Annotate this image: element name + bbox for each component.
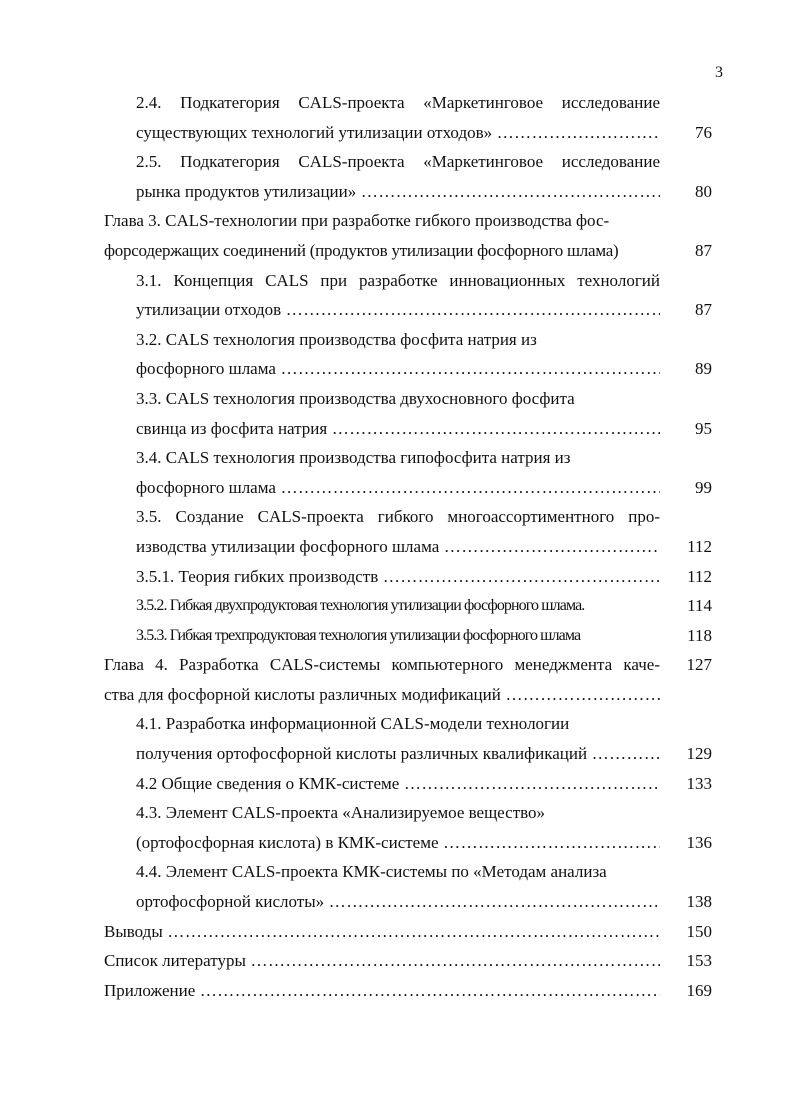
toc-entry-2-4 bbox=[104, 88, 712, 118]
toc-line: Выводы ………………………………………………………………………………………………………………………………………………… bbox=[104, 917, 660, 947]
toc-entry-3-2-cont bbox=[104, 354, 712, 384]
toc-entry-3-5-1 bbox=[104, 562, 712, 592]
toc-entry-3-5-cont bbox=[104, 532, 712, 562]
toc-entry-2-5-cont bbox=[104, 177, 712, 207]
toc-chapter-4 bbox=[104, 650, 712, 680]
toc-line: 3.5. Создание CALS-проекта гибкого многоассортиментного про- bbox=[136, 507, 660, 527]
toc-page-number: 127 bbox=[686, 655, 712, 675]
toc-entry-3-3 bbox=[104, 384, 712, 414]
toc-appendix bbox=[104, 976, 712, 1006]
toc-line: форсодержащих соединений (продуктов утилизации фосфорного шлама) bbox=[104, 240, 619, 260]
toc-line: свинца из фосфита натрия ………………………………………………………………………………………………………………………………………………… bbox=[136, 414, 660, 444]
toc-line: Глава 4. Разработка CALS-системы компьютерного менеджмента каче- bbox=[104, 655, 660, 675]
toc-page-number: 87 bbox=[695, 300, 712, 320]
toc-line: утилизации отходов ………………………………………………………………………………………………………………………………………………… bbox=[136, 295, 660, 325]
toc-chapter-4-cont bbox=[104, 680, 712, 710]
table-of-contents bbox=[104, 88, 712, 1005]
toc-page-number: 114 bbox=[687, 596, 712, 616]
toc-line: 4.4. Элемент CALS-проекта КМК-системы по «Методам анализа bbox=[136, 862, 607, 882]
toc-line: 3.5.1. Теория гибких производств ………………………………………………………………………………………………………………………………………………… bbox=[136, 562, 660, 592]
toc-line: 3.5.3. Гибкая трехпродуктовая технология утилизации фосфорного шлама bbox=[136, 626, 581, 644]
toc-page-number: 133 bbox=[686, 773, 712, 793]
toc-page-number: 138 bbox=[686, 892, 712, 912]
toc-entry-4-3-cont bbox=[104, 828, 712, 858]
toc-entry-3-4 bbox=[104, 443, 712, 473]
toc-line: (ортофосфорная кислота) в КМК-системе ………………………………………………………………………………………………………………………………………………… bbox=[136, 828, 660, 858]
toc-page-number: 150 bbox=[686, 921, 712, 941]
toc-line: 3.3. CALS технология производства двухосновного фосфита bbox=[136, 388, 575, 408]
toc-line: 2.4. Подкатегория CALS-проекта «Маркетинговое исследование bbox=[136, 93, 660, 112]
toc-entry-4-1-cont bbox=[104, 739, 712, 769]
toc-page-number: 76 bbox=[695, 122, 712, 142]
toc-line: 2.5. Подкатегория CALS-проекта «Маркетинговое исследование bbox=[136, 152, 660, 172]
toc-entry-3-2 bbox=[104, 325, 712, 355]
toc-entry-3-5 bbox=[104, 502, 712, 532]
toc-entry-3-5-2 bbox=[104, 591, 712, 621]
toc-line: 4.3. Элемент CALS-проекта «Анализируемое вещество» bbox=[136, 803, 546, 823]
toc-page-number: 129 bbox=[686, 744, 712, 764]
toc-line: Глава 3. CALS-технологии при разработке гибкого производства фос- bbox=[104, 211, 610, 231]
toc-page-number: 153 bbox=[686, 951, 712, 971]
toc-line: 4.1. Разработка информационной CALS-модели технологии bbox=[136, 714, 570, 734]
toc-line: 3.1. Концепция CALS при разработке инновационных технологий bbox=[136, 270, 660, 290]
toc-line: ства для фосфорной кислоты различных модификаций ………………………………………………………………………………………………………………………………………………… bbox=[104, 680, 660, 710]
toc-entry-2-5 bbox=[104, 147, 712, 177]
toc-line: существующих технологий утилизации отходов» ………………………………………………………………………………………………………………………………………………… bbox=[136, 118, 660, 148]
toc-entry-4-2 bbox=[104, 769, 712, 799]
toc-entry-3-1 bbox=[104, 266, 712, 296]
toc-page-number: 89 bbox=[695, 359, 712, 379]
toc-line: 3.2. CALS технология производства фосфита натрия из bbox=[136, 329, 537, 349]
toc-entry-3-3-cont bbox=[104, 414, 712, 444]
toc-references bbox=[104, 946, 712, 976]
toc-page-number: 80 bbox=[695, 181, 712, 201]
toc-chapter-3-cont bbox=[104, 236, 712, 266]
toc-entry-4-4-cont bbox=[104, 887, 712, 917]
toc-chapter-3 bbox=[104, 206, 712, 236]
toc-line: фосфорного шлама ………………………………………………………………………………………………………………………………………………… bbox=[136, 473, 660, 503]
toc-page-number: 99 bbox=[695, 477, 712, 497]
toc-line: рынка продуктов утилизации» ………………………………………………………………………………………………………………………………………………… bbox=[136, 177, 660, 207]
toc-line: ортофосфорной кислоты» ………………………………………………………………………………………………………………………………………………… bbox=[136, 887, 660, 917]
toc-page-number: 136 bbox=[686, 832, 712, 852]
toc-page-number: 112 bbox=[687, 536, 712, 556]
toc-page-number: 87 bbox=[695, 240, 712, 260]
toc-line: изводства утилизации фосфорного шлама ………………………………………………………………………………………………………………………………………………… bbox=[136, 532, 660, 562]
toc-page-number: 169 bbox=[686, 980, 712, 1000]
toc-entry-4-4 bbox=[104, 857, 712, 887]
toc-entry-3-4-cont bbox=[104, 473, 712, 503]
toc-page-number: 95 bbox=[695, 418, 712, 438]
toc-page-number: 118 bbox=[687, 625, 712, 645]
toc-conclusions bbox=[104, 917, 712, 947]
toc-page-number: 112 bbox=[687, 566, 712, 586]
toc-entry-4-1 bbox=[104, 709, 712, 739]
toc-entry-3-1-cont bbox=[104, 295, 712, 325]
toc-line: 3.5.2. Гибкая двухпродуктовая технология утилизации фосфорного шлама. bbox=[136, 597, 585, 615]
toc-entry-4-3 bbox=[104, 798, 712, 828]
page-number: 3 bbox=[715, 64, 723, 81]
toc-line: 4.2 Общие сведения о КМК-системе ………………………………………………………………………………………………………………………………………………… bbox=[136, 769, 660, 799]
toc-line: Список литературы ………………………………………………………………………………………………………………………………………………… bbox=[104, 946, 660, 976]
toc-line: Приложение ………………………………………………………………………………………………………………………………………………… bbox=[104, 976, 660, 1006]
toc-entry-3-5-3 bbox=[104, 621, 712, 651]
toc-entry-2-4-cont bbox=[104, 118, 712, 148]
toc-line: фосфорного шлама ………………………………………………………………………………………………………………………………………………… bbox=[136, 354, 660, 384]
toc-line: 3.4. CALS технология производства гипофосфита натрия из bbox=[136, 448, 571, 468]
toc-line: получения ортофосфорной кислоты различных квалификаций ………………………………………………………………………………………………………………………………………………… bbox=[136, 739, 660, 769]
